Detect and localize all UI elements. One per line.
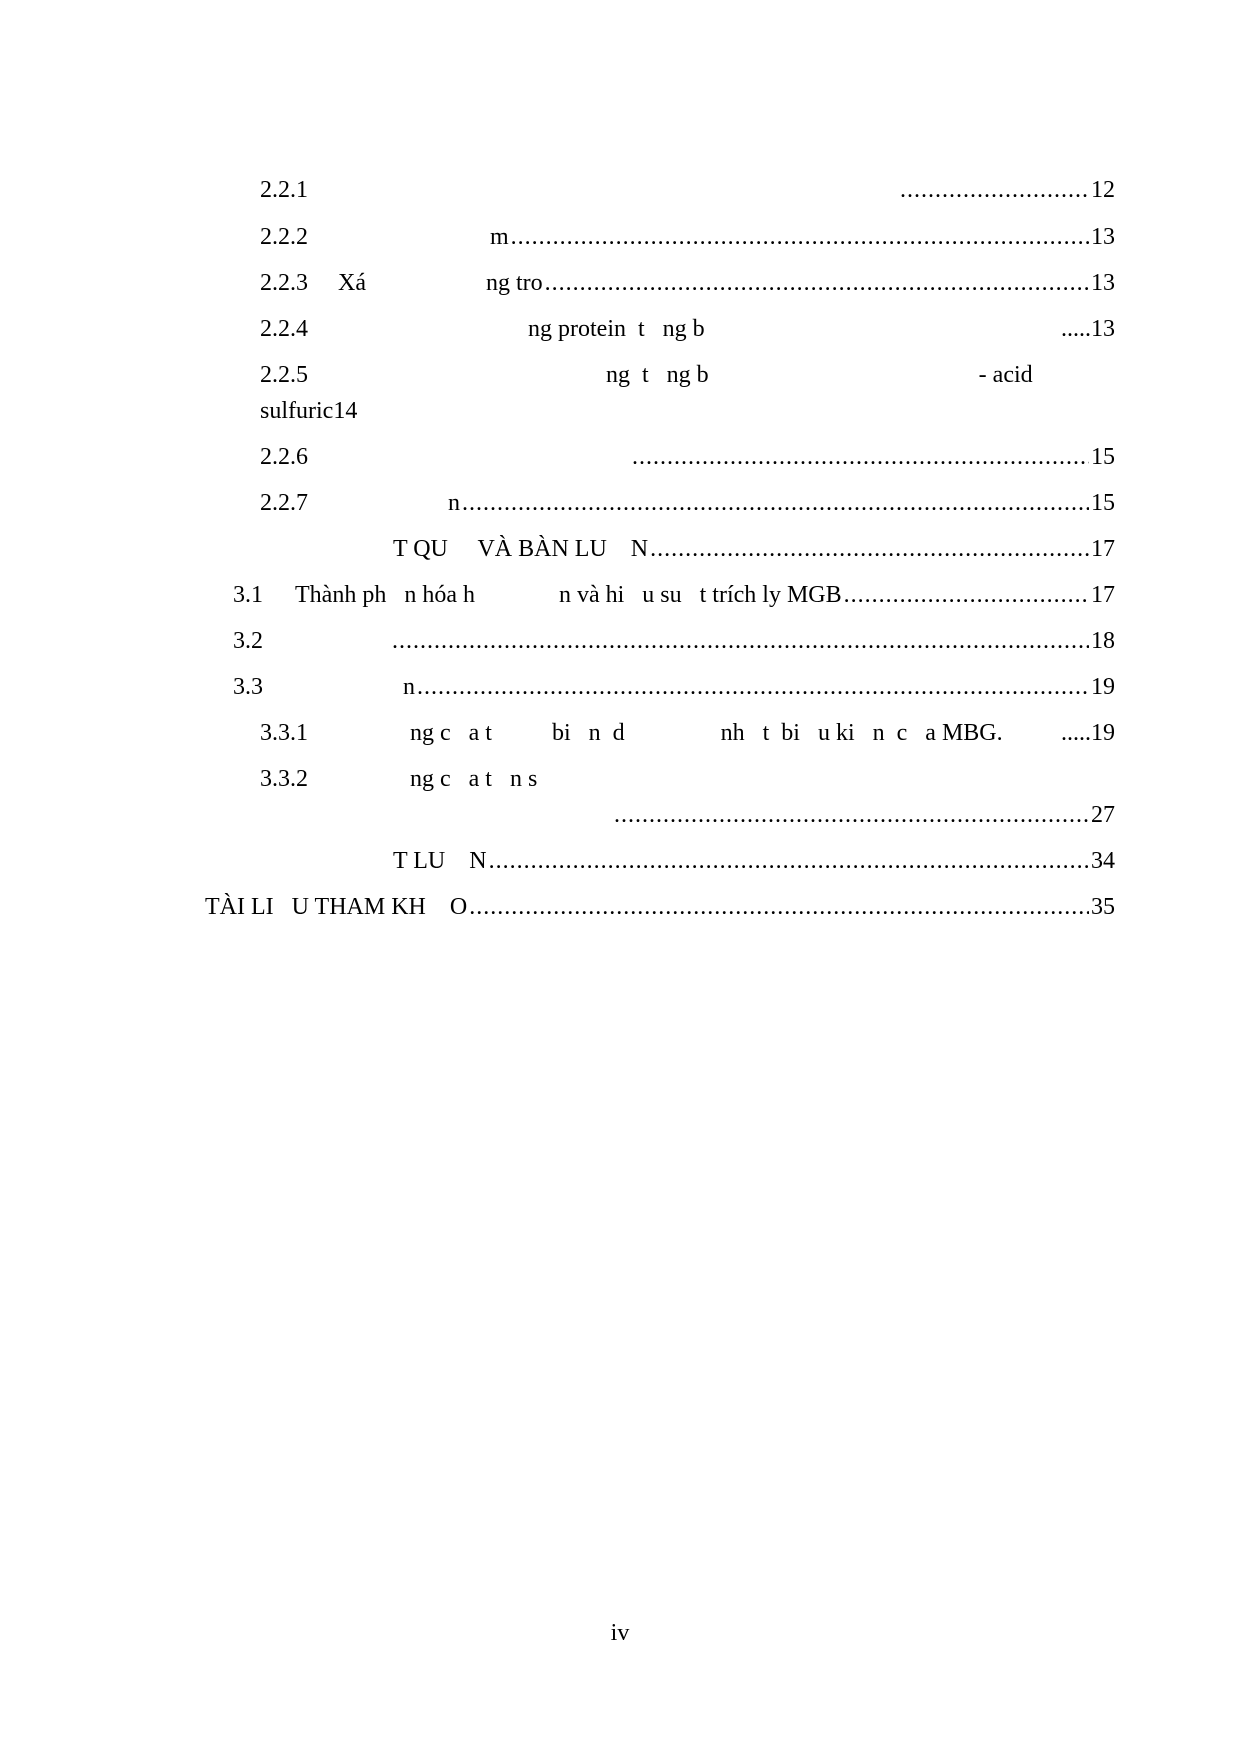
toc-entry-title-tail: - acid (978, 362, 1033, 388)
toc-dot-leader (417, 672, 1089, 702)
toc-entry-title: ng c a t n s (410, 766, 538, 792)
toc-entry-number: 3.3.2 (260, 766, 308, 792)
toc-entry[interactable] (260, 360, 1115, 390)
toc-entry-number: 2.2.3 (260, 270, 308, 296)
toc-dot-leader (469, 892, 1089, 922)
toc-dot-leader (511, 222, 1089, 252)
toc-entry-title: m (490, 224, 509, 250)
toc-entry-page (1061, 718, 1115, 748)
toc-entry[interactable] (260, 268, 1115, 298)
page-number: iv (610, 1620, 630, 1646)
toc-entry-title: ng t ng b (606, 362, 709, 388)
toc-entry-continuation (612, 800, 1115, 830)
toc-entry-title: ng c a t bi n d nh t bi u ki n c a MBG. (410, 720, 1003, 746)
toc-entry[interactable] (233, 580, 1115, 610)
toc-entry[interactable] (260, 534, 1115, 564)
toc-dot-leader (614, 800, 1089, 830)
toc-entry-page: 17 (1091, 536, 1115, 562)
toc-dot-leader (900, 175, 1089, 205)
toc-entry-number: 2.2.6 (260, 444, 308, 470)
toc-entry-title: T LU N (393, 848, 487, 874)
toc-entry[interactable] (260, 488, 1115, 518)
toc-entry-page: 12 (1091, 177, 1115, 203)
toc-dot-leader (844, 580, 1089, 610)
toc-dot-leader (545, 268, 1089, 298)
toc-entry-title: Thành ph n hóa h n và hi u su t trích ly MGB (295, 582, 842, 608)
toc-dot-leader (392, 626, 1089, 656)
toc-dot-leader: ..... (1061, 720, 1091, 746)
toc-entry-number: 2.2.7 (260, 490, 308, 516)
toc-entry-page: 18 (1091, 628, 1115, 654)
toc-entry[interactable] (233, 626, 1115, 656)
toc-entry-page: 13 (1091, 270, 1115, 296)
toc-entry-number: 3.2 (233, 628, 263, 654)
toc-dot-leader (632, 442, 1089, 472)
toc-entry-page: 19 (1091, 674, 1115, 700)
toc-entry-page: 15 (1091, 444, 1115, 470)
toc-entry-title: T QU VÀ BÀN LU N (393, 536, 649, 562)
toc-entry[interactable] (260, 222, 1115, 252)
toc-entry-number: 2.2.5 (260, 362, 308, 388)
toc-entry-page-number: 19 (1091, 720, 1115, 746)
toc-entry-title: n (448, 490, 460, 516)
toc-entry[interactable] (260, 314, 1115, 344)
toc-entry-title: Xá ng tro (338, 270, 543, 296)
toc-entry-page: 27 (1091, 802, 1115, 828)
toc-entry-page: 15 (1091, 490, 1115, 516)
toc-entry[interactable] (260, 442, 1115, 472)
toc-entry-title: n (403, 674, 415, 700)
toc-dot-leader (650, 534, 1089, 564)
toc-entry-page: 34 (1091, 848, 1115, 874)
toc-entry[interactable] (233, 672, 1115, 702)
toc-entry-page: 35 (1091, 894, 1115, 920)
toc-entry-number: 3.3 (233, 674, 263, 700)
toc-entry-number: 2.2.2 (260, 224, 308, 250)
toc-entry-number: 2.2.1 (260, 177, 308, 203)
toc-entry[interactable] (260, 718, 1115, 748)
toc-entry-page: 13 (1091, 224, 1115, 250)
toc-entry[interactable] (205, 892, 1115, 922)
toc-entry[interactable] (260, 764, 1115, 794)
toc-entry-number: 3.1 (233, 582, 263, 608)
toc-entry-number: 3.3.1 (260, 720, 308, 746)
toc-entry-page-number: 13 (1091, 316, 1115, 342)
toc-dot-leader (489, 846, 1089, 876)
toc-entry[interactable] (260, 846, 1115, 876)
toc-entry[interactable] (260, 175, 1115, 205)
toc-entry-continuation: sulfuric14 (260, 398, 358, 424)
toc-entry-title: ng protein t ng b (528, 316, 705, 342)
toc-entry-number: 2.2.4 (260, 316, 308, 342)
toc-entry-page: 17 (1091, 582, 1115, 608)
toc-dot-leader: ..... (1061, 316, 1091, 342)
toc-entry-title: TÀI LI U THAM KH O (205, 894, 468, 920)
toc-dot-leader (462, 488, 1089, 518)
toc-entry-page (1061, 314, 1115, 344)
